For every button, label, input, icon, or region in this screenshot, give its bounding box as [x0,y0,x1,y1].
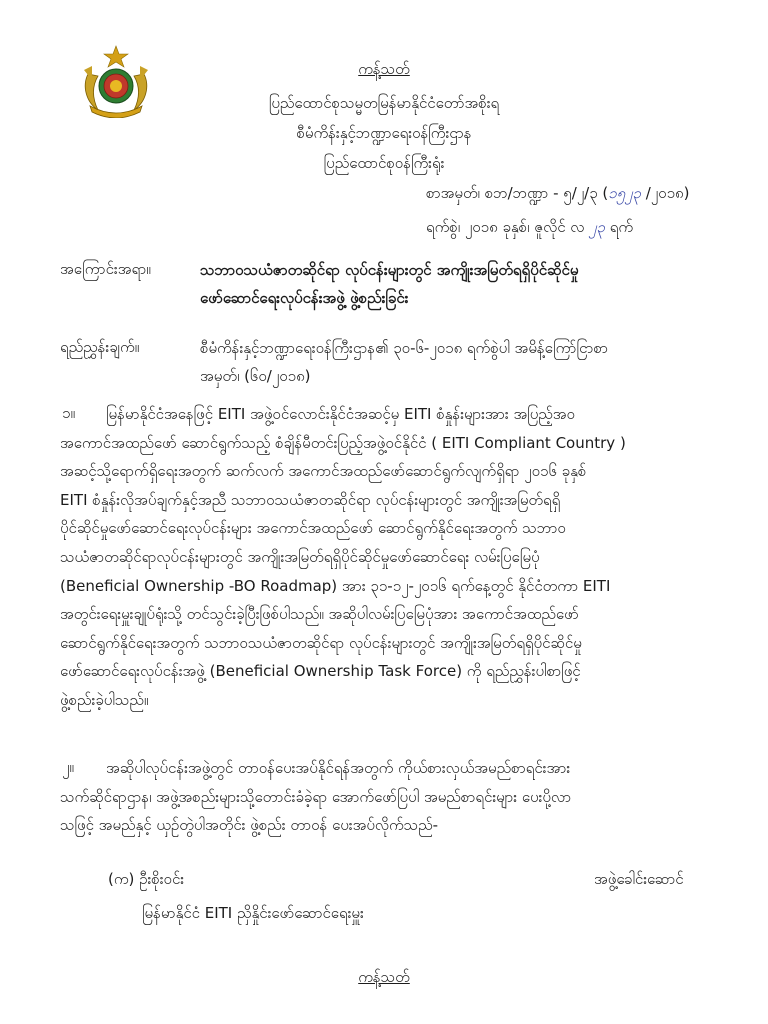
paragraph-line: (Beneficial Ownership -BO Roadmap) အား ၃၁-၁၂-၂၀၁၆ ရက်နေ့တွင် နိုင်ငံတကာ EITI [60,576,611,595]
letter-number-handwritten: ၁၅၂၃ [608,184,641,202]
paragraph-line: သယံဇာတဆိုင်ရာလုပ်ငန်းများတွင် အကျိုးအမြတ်ရရှိပိုင်ဆိုင်မှုဖော်ဆောင်ရေး လမ်းပြမြေပုံ [60,547,540,566]
subject-line: ဖော်ဆောင်ရေးလုပ်ငန်းအဖွဲ့ ဖွဲ့စည်းခြင်း [200,289,409,307]
reference-line: အမှတ်၊ (၆၀/၂၀၁၈) [200,367,311,385]
paragraph-line: အဆိုပါလုပ်ငန်းအဖွဲ့တွင် တာဝန်ပေးအပ်နိုင်ရန်အတွက် ကိုယ်စားလှယ်အမည်စာရင်းအား [106,759,571,777]
subject-label: အကြောင်းအရာ။ [60,260,151,278]
member-position: မြန်မာနိုင်ငံ EITI ညှိနှိုင်းဖော်ဆောင်ရေးမှူး [142,904,364,922]
reference-label: ရည်ညွှန်းချက်။ [60,338,140,356]
office-name: ပြည်ထောင်စုဝန်ကြီးရုံး [323,154,445,172]
ministry-name: စီမံကိန်းနှင့်ဘဏ္ဍာရေးဝန်ကြီးဌာန [296,124,472,142]
paragraph-number: ၁။ [62,404,75,422]
paragraph-line: သဖြင့် အမည်နှင့် ယှဉ်တွဲပါအတိုင်း ဖွဲ့စည်း တာဝန် ပေးအပ်လိုက်သည်- [60,816,439,835]
letter-date [426,218,633,240]
member-entry [108,870,184,892]
letter-date-handwritten: ၂၃ [589,218,605,236]
classification-bottom: ကန့်သတ် [358,968,410,986]
reference-line: စီမံကိန်းနှင့်ဘဏ္ဍာရေးဝန်ကြီးဌာန၏ ၃၀-၆-၂၀၁၈ ရက်စွဲပါ အမိန့်ကြော်ငြာစာ [200,339,609,357]
paragraph-number: ၂။ [62,758,74,776]
paragraph-line: မြန်မာနိုင်ငံအနေဖြင့် EITI အဖွဲ့ဝင်လောင်းနိုင်ငံအဆင့်မှ EITI စံနှုန်းများအား အပြည့်အဝ [106,405,575,423]
paragraph-line: ဆောင်ရွက်နိုင်ရေးအတွက် သဘာဝသယံဇာတဆိုင်ရာ လုပ်ငန်းများတွင် အကျိုးအမြတ်ရရှိပိုင်ဆိုင်မှု [60,633,582,652]
paragraph-line: အကောင်အထည်ဖော် ဆောင်ရွက်သည့် စံချိန်မီတင်းပြည့်အဖွဲ့ဝင်နိုင်ငံ ( EITI Compliant Country ) [60,433,626,452]
subject-line: သဘာဝသယံဇာတဆိုင်ရာ လုပ်ငန်းများတွင် အကျိုးအမြတ်ရရှိပိုင်ဆိုင်မှု [200,261,579,279]
letter-number-prefix: စာအမှတ်၊ စဘ/ဘဏ္ဍာ - ၅/၂/၃ ( [426,184,609,202]
paragraph-line: အဆင့်သို့ရောက်ရှိရေးအတွက် ဆက်လက် အကောင်အထည်ဖော်ဆောင်ရွက်လျက်ရှိရာ ၂၀၁၆ ခုနှစ် [60,462,587,481]
letter-date-prefix: ရက်စွဲ၊ ၂၀၁၈ ခုနှစ်၊ ဇူလိုင် လ [426,218,590,236]
letter-date-suffix: ရက် [604,218,633,236]
member-role: အဖွဲ့ခေါင်းဆောင် [594,870,684,888]
classification-top: ကန့်သတ် [358,60,410,78]
member-index: (က) [108,870,135,888]
letter-number [426,184,689,206]
paragraph-1 [60,400,708,715]
paragraph-line: ဖော်ဆောင်ရေးလုပ်ငန်းအဖွဲ့ (Beneficial Ownership Task Force) ကို ရည်ညွှန်းပါစာဖြင့် [60,662,581,681]
paragraph-2 [60,754,708,840]
subject-text [200,256,720,312]
member-name: ဦးစိုးဝင်း [139,870,185,888]
paragraph-line: အတွင်းရေးမှူးချုပ်ရုံးသို့ တင်သွင်းခဲ့ပြီးဖြစ်ပါသည်။ အဆိုပါလမ်းပြမြေပုံအား အကောင်အထည်ဖော် [60,605,579,624]
state-seal-emblem [78,44,154,118]
paragraph-line: ဖွဲ့စည်းခဲ့ပါသည်။ [60,690,149,709]
paragraph-line: EITI စံနှုန်းလိုအပ်ချက်နှင့်အညီ သဘာဝသယံဇာတဆိုင်ရာ လုပ်ငန်းများတွင် အကျိုးအမြတ်ရရှိ [60,490,561,509]
paragraph-line: သက်ဆိုင်ရာဌာန၊ အဖွဲ့အစည်းများသို့တောင်းခံခဲ့ရာ အောက်ဖော်ပြပါ အမည်စာရင်းများ ပေးပို့လာ [60,787,572,806]
letter-number-suffix: /၂၀၁၈) [640,184,690,202]
reference-text [200,334,720,390]
paragraph-line: ပိုင်ဆိုင်မှုဖော်ဆောင်ရေးလုပ်ငန်းများ အကောင်အထည်ဖော် ဆောင်ရွက်နိုင်ရေးအတွက် သဘာဝ [60,519,566,538]
government-name: ပြည်ထောင်စုသမ္မတမြန်မာနိုင်ငံတော်အစိုးရ [268,94,500,112]
